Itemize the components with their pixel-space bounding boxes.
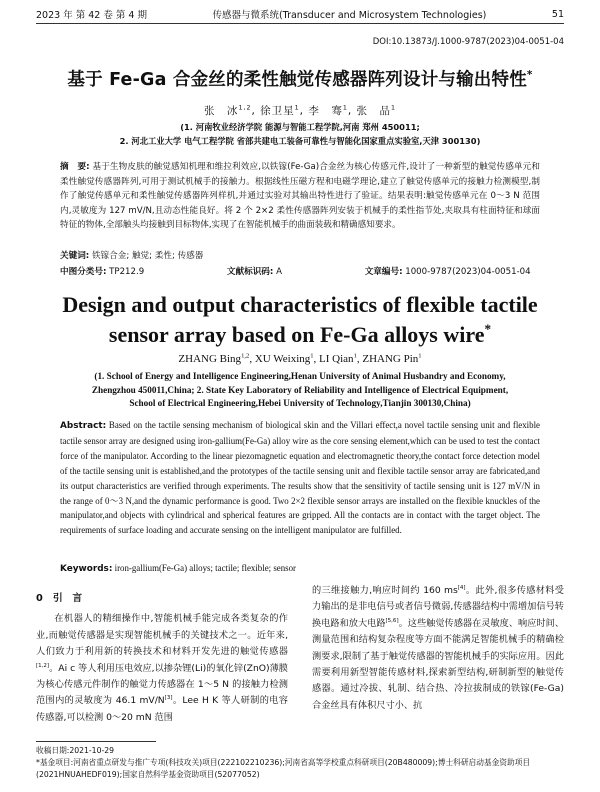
article-number bbox=[365, 267, 571, 277]
english-keywords bbox=[60, 563, 540, 574]
fund-note: *基金项目:河南省重点研发与推广专项(科技攻关)项目(222102210236);河南省高等学校重点科研项目(20B480009);博士科研启动基金资助项目(2021HNUAHEDF019);国家自然科学基金资助项目(52077052) bbox=[36, 758, 531, 779]
english-abstract bbox=[60, 418, 540, 538]
author-affil-mark: 1 bbox=[310, 352, 314, 360]
author-affil-mark: 1 bbox=[353, 352, 357, 360]
footnote-rule bbox=[36, 741, 156, 742]
meta-value: A bbox=[276, 267, 282, 277]
author: ZHANG Pin bbox=[362, 353, 419, 365]
section-heading bbox=[36, 591, 288, 607]
body-text: 的三维接触力,响应时间约 160 ms bbox=[312, 585, 458, 596]
chinese-title-text: 基于 Fe-Ga 合金丝的柔性触觉传感器阵列设计与输出特性 bbox=[67, 70, 527, 90]
author: 徐卫星 bbox=[260, 105, 295, 117]
chinese-authors: 张 冰$^{1,2}$, 徐卫星$^1$, 李 骞$^1$, 张 品$^1$ bbox=[203, 104, 397, 117]
header-rule bbox=[36, 23, 564, 24]
author-affil-mark: 1,2 bbox=[238, 104, 252, 112]
body-text: 。此外,很多传感材料受力输出的是非电信号或者信号微弱,传感器结构中需增加信号转换电路和放大电路 bbox=[312, 585, 564, 629]
keywords-text: iron-gallium(Fe-Ga) alloys; tactile; flexible; sensor bbox=[114, 563, 297, 573]
author-affil-mark: 1,2 bbox=[241, 352, 250, 360]
citation-ref: [5,6] bbox=[385, 617, 399, 624]
keywords-text: 铁镓合金; 触觉; 柔性; 传感器 bbox=[91, 251, 204, 261]
abstract-text: Based on the tactile sensing mechanism of biological skin and the Villari effect,a novel tactile sensing unit and flexible tactile sensor array are designed using iron-gallium(Fe-Ga) alloy wire as the core sensing element,which can be used to test the contact force of the manipulator. According to the linear piezomagnetic equation and electromagnetic theory,the contact force detection model of the tactile sensing unit is established,and the prototypes of the tactile sensing unit and flexible tactile sensor array are fabricated,and its output characteristics are verified through experiments. The results show that the sensitivity of tactile sensing unit is 127 mV/N in the range of 0～3 N,and the dynamic performance is good. Two 2×2 flexible sensor arrays are installed on the flexible knuckles of the manipulator,and objects with cylindrical and spherical features are gripped. All the contacts are in contact with the target object. The requirements of surface loading and accurate sensing on the intelligent manipulator are fulfilled. bbox=[60, 420, 540, 536]
citation-ref: [1,2] bbox=[36, 662, 50, 669]
english-affiliations bbox=[60, 370, 540, 411]
english-title bbox=[0, 290, 600, 350]
document-code bbox=[227, 267, 322, 277]
author: LI Qian bbox=[319, 353, 354, 365]
english-authors: ZHANG Bing$^{1,2}$, XU Weixing$^1$, LI Qian$^1$, ZHANG Pin$^1$ bbox=[178, 352, 422, 365]
journal-issue: 2023 年 第 42 卷 第 4 期 bbox=[36, 10, 147, 21]
section-title: 引 言 bbox=[52, 593, 83, 604]
title-footnote-mark: * bbox=[526, 69, 533, 82]
author: 张 冰 bbox=[203, 105, 239, 117]
chinese-abstract bbox=[60, 160, 540, 233]
body-text: 。Ai c 等人利用压电效应,以掺杂锂(Li)的氧化锌(ZnO)薄膜为核心传感元件制作的触觉力传感器在 1～5 N 的接触力检测范围内的灵敏度为 46.1 mV/N bbox=[36, 662, 288, 707]
body-text: 。Lee H K 等人研制的电容传感器,可以检测 0～20 mN 范围 bbox=[36, 695, 288, 723]
author: 张 品 bbox=[356, 105, 392, 117]
english-title-line: sensor array based on Fe-Ga alloys wire bbox=[108, 322, 485, 347]
body-column-left bbox=[36, 583, 288, 726]
body-text: 。这些触觉传感器在灵敏度、响应时间、测量范围和结构复杂程度等方面不能满足智能机械手的精确检测要求,限制了基于触觉传感器的智能机械手的实际应用。因此需要利用新型智能传感材料,探索新型结构,研制新型的触觉传感器。通过冷拔、轧制、结合热、冷拉拔制成的铁镓(Fe-Ga)合金丝具有体积尺寸小、抗 bbox=[312, 617, 565, 711]
abstract-label: Abstract: bbox=[60, 421, 107, 431]
affiliation-line: 2. 河北工业大学 电气工程学院 省部共建电工装备可靠性与智能化国家重点实验室,天津 300130) bbox=[119, 136, 481, 146]
author-affil-mark: 1 bbox=[342, 104, 348, 112]
doi: DOI:10.13873/J.1000-9787(2023)04-0051-04 bbox=[372, 37, 564, 47]
author: ZHANG Bing bbox=[178, 353, 242, 365]
citation-ref: [3] bbox=[164, 695, 173, 702]
author: XU Weixing bbox=[254, 353, 311, 365]
author-affil-mark: 1 bbox=[418, 352, 422, 360]
meta-value: 1000-9787(2023)04-0051-04 bbox=[405, 267, 531, 277]
author-affil-mark: 1 bbox=[294, 104, 300, 112]
affiliation-line: (1. 河南牧业经济学院 能源与智能工程学院,河南 郑州 450011; bbox=[180, 122, 420, 132]
section-number: 0 bbox=[36, 593, 43, 604]
affiliation-line: Zhengzhou 450011,China; 2. State Key Laboratory of Reliability and Intelligence of Electrical Equipment, bbox=[91, 384, 509, 395]
page-number: 51 bbox=[551, 8, 564, 20]
body-paragraph bbox=[36, 611, 288, 726]
body-column-right bbox=[312, 583, 564, 714]
keywords-label: Keywords: bbox=[60, 564, 113, 574]
keywords-label: 关键词: bbox=[60, 251, 90, 261]
meta-label: 文献标识码: bbox=[226, 267, 274, 277]
affiliation-line: (1. School of Energy and Intelligence Engineering,Henan University of Animal Husbandry and Economy, bbox=[94, 371, 506, 381]
author: 李 骞 bbox=[308, 105, 343, 117]
body-text: 在机器人的精细操作中,智能机械手能完成各类复杂的作业,而触觉传感器是实现智能机械手的关键技术之一。近年来,人们致力于利用新的转换技术和材料开发先进的触觉传感器 bbox=[36, 613, 288, 658]
meta-label: 文章编号: bbox=[364, 267, 403, 277]
title-footnote-mark: * bbox=[484, 321, 492, 337]
citation-ref: [4] bbox=[457, 584, 466, 591]
abstract-text: 基于生物皮肤的触觉感知机理和维拉利效应,以铁镓(Fe-Ga)合金丝为核心传感元件,设计了一种新型的触觉传感单元和柔性触觉传感器阵列,可用于测试机械手的接触力。根据线性压磁方程和电磁学理论,建立了触觉传感单元的接触力检测模型,制作了触觉传感单元和柔性触觉传感器阵列样机,并通过实验对其输出特性进行了验证。结果表明:触觉传感单元在 0～3 N 范围内,灵敏度为 127 mV/N,且动态性能良好。将 2 个 2×2 柔性传感器阵列安装于机械手的柔性指节处,夹取具有柱面特征和球面特征的物体,全部触头均接触到目标物体,实现了在智能机械手的曲面装载和精确感知要求。 bbox=[60, 162, 541, 231]
body-paragraph bbox=[312, 583, 564, 714]
footnotes bbox=[36, 745, 564, 781]
english-title-line: Design and output characteristics of flexible tactile bbox=[62, 292, 538, 317]
received-date: 收稿日期:2021-10-29 bbox=[36, 746, 115, 755]
journal-name: 传感器与微系统(Transducer and Microsystem Technologies) bbox=[212, 10, 487, 21]
meta-value: TP212.9 bbox=[109, 267, 145, 277]
chinese-title bbox=[0, 66, 600, 91]
author-affil-mark: 1 bbox=[391, 104, 397, 112]
meta-label: 中图分类号: bbox=[60, 267, 107, 277]
affiliation-line: School of Electrical Engineering,Hebei University of Technology,Tianjin 300130,China) bbox=[129, 398, 471, 408]
classification-meta bbox=[60, 265, 540, 277]
abstract-label: 摘 要: bbox=[60, 162, 90, 172]
chinese-keywords bbox=[60, 249, 540, 261]
chinese-affiliations bbox=[0, 120, 600, 148]
clc-number bbox=[60, 267, 184, 277]
running-header bbox=[36, 6, 564, 22]
